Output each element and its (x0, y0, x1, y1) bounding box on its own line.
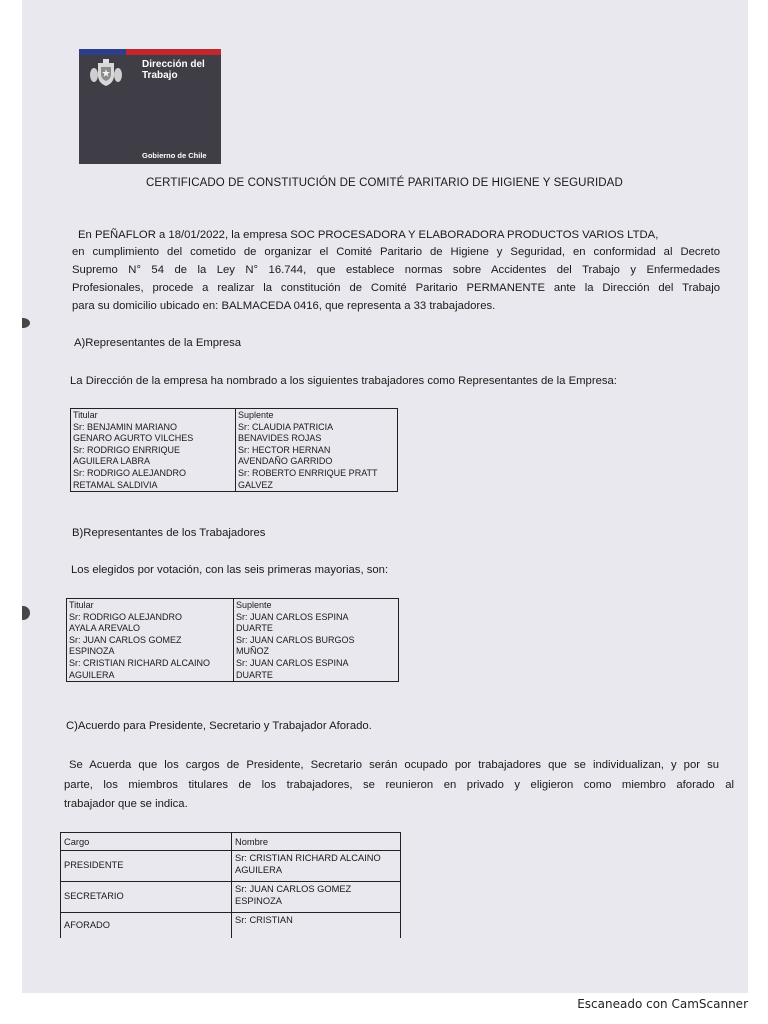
table-cell: Sr: RODRIGO ENRRIQUE (73, 444, 181, 455)
intro-line: Profesionales, procede a realizar la constitución de Comité Paritario PERMANENTE ante la Dirección del Trabajo (72, 282, 720, 294)
section-b-heading: B)Representantes de los Trabajadores (72, 527, 266, 539)
table-cell: MUÑOZ (236, 646, 269, 657)
suplente-column (234, 599, 399, 682)
table-cell: DUARTE (236, 669, 273, 680)
intro-line: Supremo N° 54 de la Ley N° 16.744, que establece normas sobre Accidentes del Trabajo y Enfermedades (72, 264, 720, 276)
table-cell: Sr: HECTOR HERNAN (238, 444, 331, 455)
table-cell-nombre: Sr: CRISTIAN RICHARD ALCAINO AGUILERA (232, 850, 401, 881)
suplente-column (236, 409, 398, 492)
table-cell: ESPINOZA (69, 646, 115, 657)
table-cell: DUARTE (236, 623, 273, 634)
intro-line: en cumplimiento del cometido de organizar el Comité Paritario de Higiene y Seguridad, en conformidad al Decreto (72, 246, 720, 258)
col-header-cargo: Cargo (61, 833, 232, 851)
worker-representatives-table (66, 598, 399, 682)
table-cell: Sr: JUAN CARLOS ESPINA (236, 657, 349, 668)
table-cell: Sr: ROBERTO ENRRIQUE PRATT (238, 467, 378, 478)
section-c-line: parte, los miembros titulares de los trabajadores, se reunieron en privado y eligieron como miembro aforado al (64, 779, 734, 791)
table-cell: BENAVIDES ROJAS (238, 433, 322, 444)
col-header-suplente: Suplente (238, 410, 274, 420)
section-a-heading: A)Representantes de la Empresa (74, 337, 242, 349)
table-cell: RETAMAL SALDIVIA (73, 479, 158, 490)
coat-of-arms-icon (89, 57, 123, 89)
section-c-line: Se Acuerda que los cargos de Presidente, Secretario serán ocupado por trabajadores que se individualizan, y por su (69, 759, 719, 771)
col-header-titular: Titular (73, 410, 98, 420)
logo-flag-stripe (79, 49, 221, 55)
table-cell-cargo: PRESIDENTE (61, 850, 232, 881)
table-cell: Sr: JUAN CARLOS ESPINA (236, 611, 349, 622)
table-cell: AYALA AREVALO (69, 623, 141, 634)
table-cell-nombre: Sr: JUAN CARLOS GOMEZ ESPINOZA (232, 881, 401, 912)
logo-title: Dirección del Trabajo (142, 59, 205, 81)
table-cell: Sr: RODRIGO ALEJANDRO (69, 611, 183, 622)
titular-column (71, 409, 236, 492)
table-cell: AGUILERA (69, 669, 115, 680)
section-b-text: Los elegidos por votación, con las seis primeras mayorias, son: (71, 564, 389, 576)
table-cell: Sr: JUAN CARLOS GOMEZ (69, 634, 182, 645)
direccion-del-trabajo-logo (79, 49, 221, 164)
table-cell: AGUILERA LABRA (73, 456, 151, 467)
table-cell-cargo: SECRETARIO (61, 881, 232, 912)
logo-subtitle: Gobierno de Chile (142, 151, 207, 160)
table-cell: Sr: RODRIGO ALEJANDRO (73, 467, 187, 478)
table-cell-nombre: Sr: CRISTIAN (232, 912, 401, 938)
positions-table (60, 832, 401, 938)
table-cell: GENARO AGURTO VILCHES (73, 433, 194, 444)
document-title: CERTIFICADO DE CONSTITUCIÓN DE COMITÉ PARITARIO DE HIGIENE Y SEGURIDAD (146, 177, 623, 189)
intro-line: En PEÑAFLOR a 18/01/2022, la empresa SOC PROCESADORA Y ELABORADORA PRODUCTOS VARIOS LTDA, (78, 229, 659, 241)
section-c-line: trabajador que se indica. (64, 798, 188, 810)
col-header-suplente: Suplente (236, 600, 272, 610)
section-c-heading: C)Acuerdo para Presidente, Secretario y Trabajador Aforado. (66, 720, 372, 732)
table-cell: Sr: CRISTIAN RICHARD ALCAINO (69, 657, 211, 668)
col-header-titular: Titular (69, 600, 94, 610)
table-cell: GALVEZ (238, 479, 273, 490)
table-cell: Sr: CLAUDIA PATRICIA (238, 421, 334, 432)
company-representatives-table (70, 408, 398, 492)
intro-line: para su domicilio ubicado en: BALMACEDA 0416, que representa a 33 trabajadores. (72, 300, 496, 312)
document-page (22, 0, 748, 993)
section-a-text: La Dirección de la empresa ha nombrado a los siguientes trabajadores como Representantes de la Empresa: (70, 375, 617, 387)
table-cell: Sr: BENJAMIN MARIANO (73, 421, 178, 432)
titular-column (67, 599, 234, 682)
scan-smudge (22, 318, 30, 328)
table-cell: AVENDAÑO GARRIDO (238, 456, 333, 467)
scanner-watermark: Escaneado con CamScanner (577, 997, 748, 1011)
col-header-nombre: Nombre (232, 833, 401, 851)
table-cell: Sr: JUAN CARLOS BURGOS (236, 634, 355, 645)
table-cell-cargo: AFORADO (61, 912, 232, 938)
scan-smudge (22, 606, 30, 620)
